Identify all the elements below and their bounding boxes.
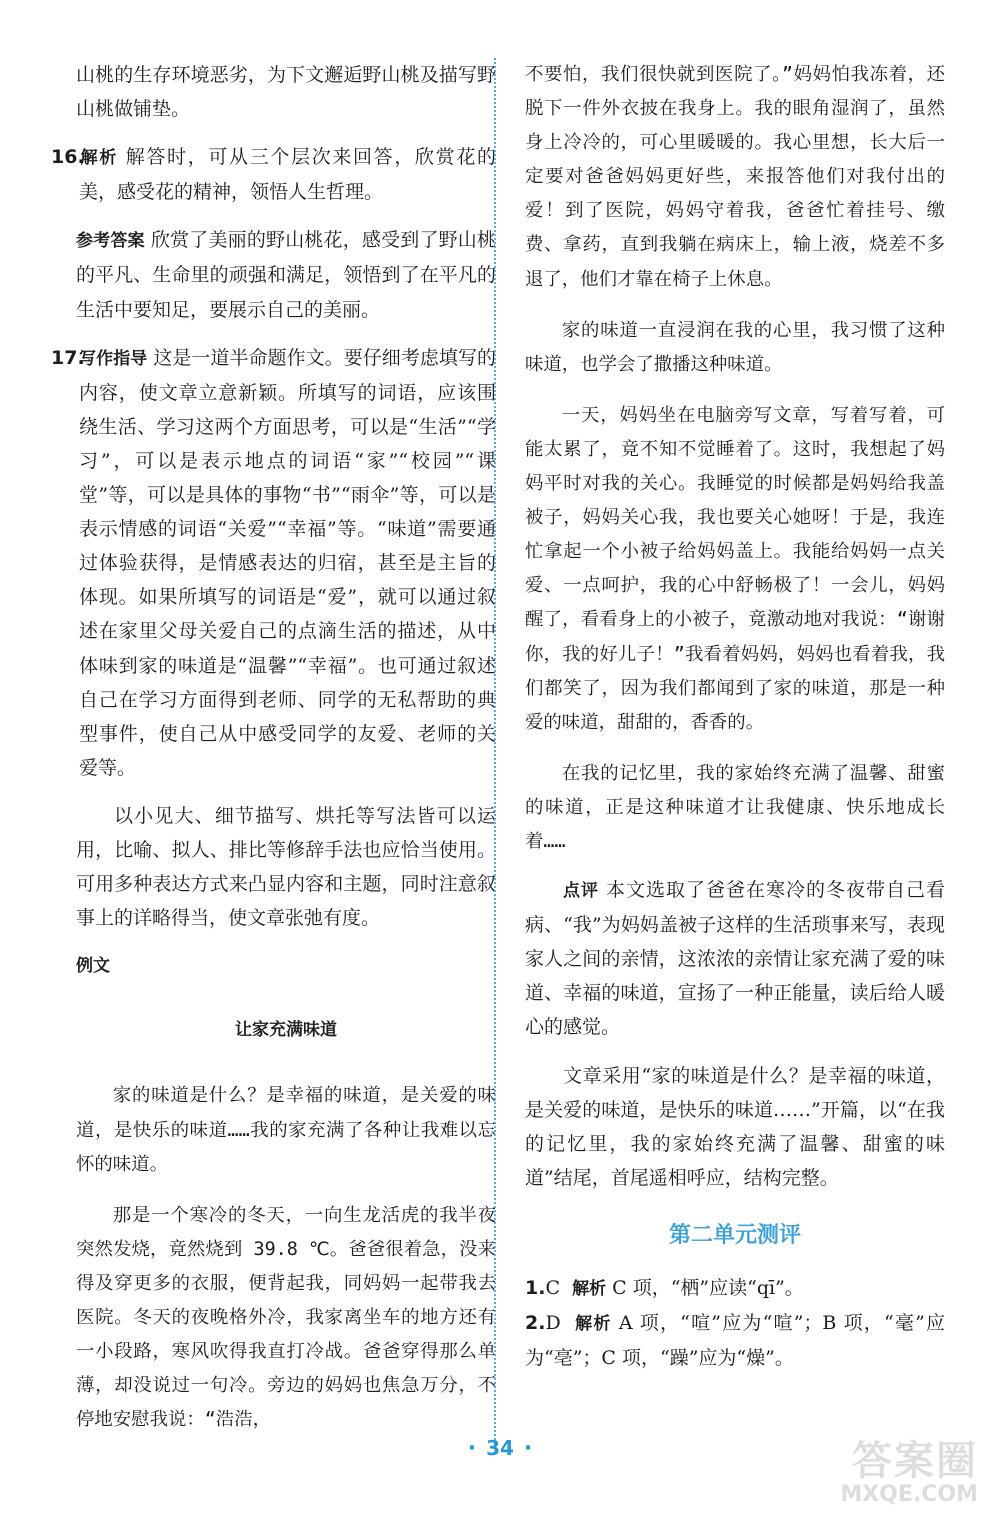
question-16-answer (76, 223, 496, 326)
page-number-value: 34 (486, 1436, 514, 1460)
question-17-guidance: 17.写作指导 这是一道半命题作文。要仔细考虑填写的内容，使文章立意新颖。所填写的词语，应该围绕生活、学习这两个方面思考，可以是“生活”“学习”，可以是表示地点的词语“家”“校园”“课堂”等，可以是具体的事物“书”“雨伞”等，可以是表示情感的词语“关爱”“幸福”等。“味道”需要通过体验获得，是情感表达的归宿，甚至是主旨的体现。如果所填写的词语是“爱”，就可以通过叙述在家里父母关爱自己的点滴生活的描述，从中体味到家的味道是“温馨”“幸福”。也可通过叙述自己在学习方面得到老师、同学的无私帮助的典型事件，使自己从中感受同学的友爱、老师的关爱等。 (51, 346, 497, 779)
answer-2-text: A 项，“喧”应为“喧”；B 项，“毫”应为“亳”；C 项，“躁”应为“燥”。 (525, 1312, 946, 1370)
page-number: · 34 · (467, 1436, 533, 1461)
answer-choice: D (545, 1312, 561, 1335)
label-writing-guidance: 写作指导 (79, 348, 148, 369)
label-comment: 点评 (563, 881, 599, 902)
question-16-analysis-text: 解答时，可从三个层次来回答，欣赏花的美，感受花的精神，领悟人生哲理。 (79, 146, 497, 204)
answer-1-text: C 项，“栖”应读“qī”。 (612, 1277, 804, 1299)
answer-number: 1. (525, 1277, 546, 1299)
answer-1 (525, 1271, 945, 1306)
watermark-top-text: 答案圈 (852, 1438, 978, 1484)
column-divider (494, 58, 496, 1448)
example-label: 例文 (76, 956, 110, 977)
label-reference-answer: 参考答案 (76, 231, 145, 252)
left-column (51, 58, 497, 1437)
label-analysis: 解析 (572, 1279, 607, 1299)
question-16-analysis: 16.解析 解答时，可从三个层次来回答，欣赏花的美，感受花的精神，领悟人生哲理。 (51, 146, 497, 204)
watermark-bottom-text: MXQE.COM (840, 1482, 978, 1507)
section-title: 第二单元测评 (668, 1222, 801, 1248)
essay-paragraph-2: 那是一个寒冷的冬天，一向生龙活虎的我半夜突然发烧，竟然烧到 39.8 ℃。爸爸很着急，没来得及穿更多的衣服，便背起我，同妈妈一起带我去医院。冬天的夜晚格外冷，我家离坐车的地方还有一小段路，寒风吹得我直打冷战。爸爸穿得那么单薄，却没说过一句冷。旁边的妈妈也焦急万分，不停地安慰我说：“浩浩， (76, 1204, 496, 1431)
essay-title: 让家充满味道 (235, 1020, 337, 1041)
essay-paragraph-4: 一天，妈妈坐在电脑旁写文章，写着写着，可能太累了，竟不知不觉睡着了。这时，我想起了妈妈平时对我的关心。我睡觉的时候都是妈妈给我盖被子，妈妈关心我，我也要关心她呀！于是，我连忙拿起一个小被子给妈妈盖上。我能给妈妈一点关爱、一点呵护，我的心中舒畅极了！一会儿，妈妈醒了，看看身上的小被子，竟激动地对我说：“谢谢你，我的好儿子！”我看着妈妈，妈妈也看着我，我们都笑了，因为我们都闻到了家的味道，那是一种爱的味道，甜甜的，香香的。 (525, 404, 945, 733)
right-column (525, 58, 945, 1375)
question-16-answer-text: 欣赏了美丽的野山桃花，感受到了野山桃的平凡、生命里的顽强和满足，领悟到了在平凡的生活中要知足，要展示自己的美丽。 (76, 229, 496, 321)
label-analysis: 解析 (575, 1314, 612, 1335)
answer-2 (525, 1306, 945, 1375)
essay-paragraph-1: 家的味道是什么？是幸福的味道，是关爱的味道，是快乐的味道……我的家充满了各种让我难以忘怀的味道。 (76, 1085, 496, 1175)
label-analysis: 解析 (79, 148, 118, 169)
watermark-logo (828, 1439, 978, 1509)
question-17-guidance-text: 这是一道半命题作文。要仔细考虑填写的内容，使文章立意新颖。所填写的词语，应该围绕生活、学习这两个方面思考，可以是“生活”“学习”，可以是表示地点的词语“家”“校园”“课堂”等，可以是具体的事物“书”“雨伞”等，可以是表示情感的词语“关爱”“幸福”等。“味道”需要通过体验获得，是情感表达的归宿，甚至是主旨的体现。如果所填写的词语是“爱”，就可以通过叙述在家里父母关爱自己的点滴生活的描述，从中体味到家的味道是“温馨”“幸福”。也可通过叙述自己在学习方面得到老师、同学的无私帮助的典型事件，使自己从中感受同学的友爱、老师的关爱等。 (79, 346, 497, 779)
paragraph-top: 山桃的生存环境恶劣，为下文邂逅野山桃及描写野山桃做铺垫。 (76, 64, 496, 121)
answer-number: 2. (525, 1312, 546, 1335)
comment-paragraph-2: 文章采用“家的味道是什么？是幸福的味道，是关爱的味道，是快乐的味道……”开篇，以“在我的记忆里，我的家始终充满了温馨、甜蜜的味道”结尾，首尾遥相呼应，结构完整。 (525, 1064, 945, 1189)
comment-text: 本文选取了爸爸在寒冷的冬夜带自己看病、“我”为妈妈盖被子这样的生活琐事来写，表现家人之间的亲情，这浓浓的亲情让家充满了爱的味道、幸福的味道，宣扬了一种正能量，读后给人暖心的感觉。 (525, 879, 945, 1039)
essay-paragraph-5: 在我的记忆里，我的家始终充满了温馨、甜蜜的味道，正是这种味道才让我健康、快乐地成长着…… (525, 762, 945, 852)
essay-paragraph-2-continued: 不要怕，我们很快就到医院了。”妈妈怕我冻着，还脱下一件外衣披在我身上。我的眼角湿润了，虽然身上冷冷的，可心里暖暖的。我心里想，长大后一定要对爸爸妈妈更好些，来报答他们对我付出的爱！到了医院，妈妈守着我，爸爸忙着挂号、缴费、拿药，直到我躺在病床上，输上液，烧差不多退了，他们才靠在椅子上休息。 (525, 64, 945, 290)
question-17-paragraph-2: 以小见大、细节描写、烘托等写法皆可以运用，比喻、拟人、排比等修辞手法也应恰当使用。可用多种表达方式来凸显内容和主题，同时注意叙事上的详略得当，使文章张弛有度。 (76, 804, 496, 930)
comment-paragraph (525, 873, 945, 1044)
answer-choice: C (545, 1277, 560, 1299)
essay-paragraph-3: 家的味道一直浸润在我的心里，我习惯了这种味道，也学会了撒播这种味道。 (525, 319, 945, 375)
